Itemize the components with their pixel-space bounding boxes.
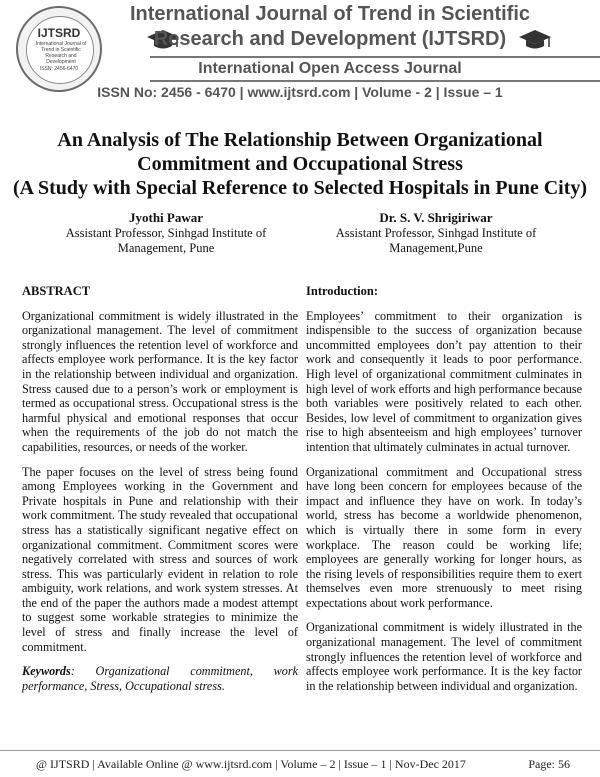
paper-title-line: Commitment and Occupational Stress: [137, 153, 463, 175]
introduction-paragraph: Organizational commitment and Occupational stress have long been concern for employees because of the impact and influence they have on work. In today’s world, stress has become a worldwide phenomenon, which is virtually there in some form in every workplace. The reason could be working life; employees are generally working for longer hours, as the rising levels of responsibilities require them to exert themselves even more strenuously to meet rising expectations about work performance.: [306, 464, 582, 610]
author-block: [306, 210, 566, 256]
author-affiliation: Management, Pune: [117, 241, 215, 255]
page-number: Page: 56: [528, 757, 570, 771]
author-affiliation: Assistant Professor, Sinhgad Institute of: [335, 226, 537, 240]
page-footer: [0, 750, 600, 777]
paper-title: [10, 128, 590, 200]
seal-issn: ISSN: 2456-6470: [39, 66, 79, 72]
banner-divider: [150, 80, 600, 82]
author-affiliation: Management,Pune: [389, 241, 483, 255]
abstract-paragraph: Organizational commitment is widely illustrated in the organizational management. The level of commitment strongly influences the retention level of workforce and affects employee work performance. It is the key factor in the relationship between individual and organization. Stress caused due to a person’s work or employment is termed as occupational stress. Occupational stress is the harmful physical and emotional responses that occur when the requirements of the job do not match the capabilities, resources, or needs of the worker.: [22, 308, 298, 454]
journal-subtitle: International Open Access Journal: [198, 60, 462, 77]
seal-subtext: International Journal of Trend in Scientific Research and Development: [35, 41, 87, 65]
journal-seal-logo: [16, 6, 102, 92]
journal-title-line1: International Journal of Trend in Scientific: [129, 3, 531, 25]
left-column: [22, 284, 298, 703]
issn-line: ISSN No: 2456 - 6470 | www.ijtsrd.com | Volume - 2 | Issue – 1: [97, 84, 503, 100]
introduction-heading: Introduction:: [306, 284, 379, 298]
banner-divider: [150, 56, 600, 58]
author-block: [36, 210, 296, 256]
seal-text: IJTSRD: [37, 26, 81, 40]
journal-banner: [0, 0, 600, 106]
keywords-text: : Organizational commitment, work performance, Stress, Occupational stress.: [22, 664, 298, 693]
abstract-paragraph: The paper focuses on the level of stress being found among Employees working in the Government and Private hospitals in Pune and relationship with their work commitment. The study revealed that occupational stress has a statistically significant negative effect on organizational commitment. Commitment scores were negatively correlated with stress and sources of work stress. This was particularly evident in relation to role ambiguity, work relations, and work system stresses. At the end of the paper the authors made a modest attempt to suggest some workable strategies to minimize the level of stress and finally increase the level of commitment.: [22, 464, 298, 654]
keywords: [22, 664, 298, 693]
paper-title-line: An Analysis of The Relationship Between Organizational: [57, 129, 543, 151]
author-name: Dr. S. V. Shrigiriwar: [379, 210, 493, 225]
keywords-label: Keywords: [22, 664, 71, 679]
paper-title-line: (A Study with Special Reference to Selected Hospitals in Pune City): [12, 177, 588, 199]
introduction-paragraph: Organizational commitment is widely illustrated in the organizational management. The level of commitment strongly influences the retention level of workforce and affects employee work performance. It is the key factor in the relationship between individual and organization.: [306, 620, 582, 693]
abstract-heading: ABSTRACT: [22, 284, 91, 298]
journal-title-line2: Research and Development (IJTSRD): [153, 28, 507, 50]
footer-citation: @ IJTSRD | Available Online @ www.ijtsrd.com | Volume – 2 | Issue – 1 | Nov-Dec 2017: [36, 757, 466, 771]
author-affiliation: Assistant Professor, Sinhgad Institute of: [65, 226, 267, 240]
author-name: Jyothi Pawar: [128, 210, 204, 225]
right-column: [306, 284, 582, 703]
introduction-paragraph: Employees’ commitment to their organization is indispensible to the success of organization because uncommitted employees don’t pay attention to their work and consequently it leads to poor performance. High level of organizational commitment culminates in high level of work efforts and high performance because both variables were positively related to each other. Besides, low level of commitment to organization gives rise to high absenteeism and high employees’ turnover intention that ultimately culminates in actual turnover.: [306, 308, 582, 454]
